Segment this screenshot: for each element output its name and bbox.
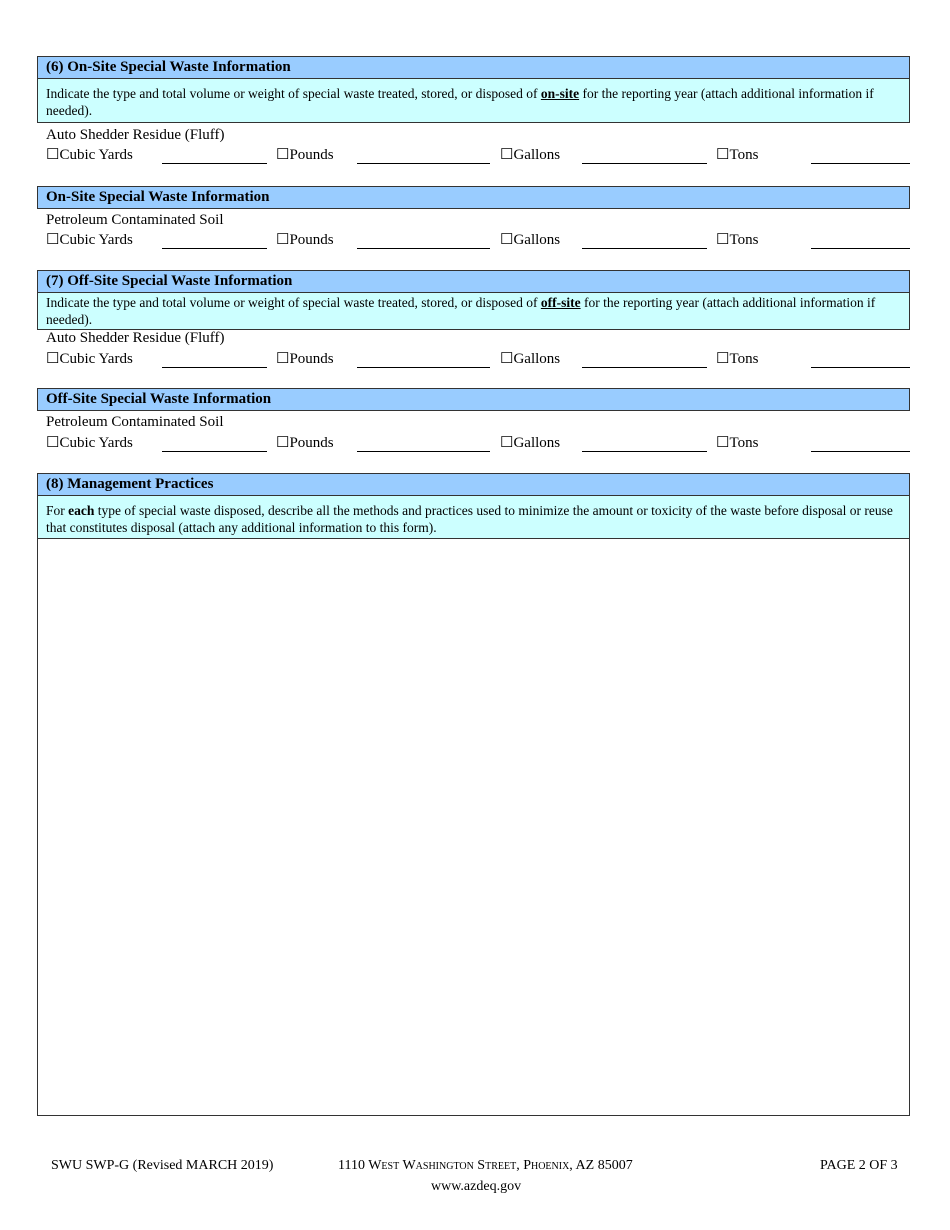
footer-website: www.azdeq.gov [431,1179,522,1194]
gallons-field[interactable] [582,367,707,368]
section-7-units-row [46,349,910,371]
section-6b-units-row [46,230,910,252]
section-7b-box [37,388,910,411]
form-id: SWU SWP-G (Revised MARCH 2019) [51,1158,274,1173]
tons-checkbox[interactable]: ☐Tons [716,147,759,163]
section-7-description: Indicate the type and total volume or weight of special waste treated, stored, or disposed of off-site for the reporting year (attach additional information if needed). [38,292,909,329]
tons-field[interactable] [811,367,910,368]
pounds-field[interactable] [357,248,490,249]
cubic-yards-checkbox[interactable]: ☐Cubic Yards [46,147,133,163]
cubic-yards-field[interactable] [162,163,267,164]
section-6b-item-label: Petroleum Contaminated Soil [46,212,224,228]
section-7-title: (7) Off-Site Special Waste Information [38,271,909,292]
gallons-checkbox[interactable]: ☐Gallons [500,147,561,163]
cubic-yards-checkbox[interactable]: ☐Cubic Yards [46,351,133,367]
section-8-box [37,473,910,539]
cubic-yards-field[interactable] [162,248,267,249]
gallons-field[interactable] [582,163,707,164]
each-emphasis: each [68,503,95,518]
tons-field[interactable] [811,163,910,164]
pounds-field[interactable] [357,367,490,368]
tons-field[interactable] [811,451,910,452]
pounds-checkbox[interactable]: ☐Pounds [276,147,334,163]
section-7b-units-row [46,433,910,455]
section-7b-title: Off-Site Special Waste Information [38,389,909,410]
section-6-box [37,56,910,123]
gallons-checkbox[interactable]: ☐Gallons [500,232,561,248]
gallons-field[interactable] [582,248,707,249]
section-7-box [37,270,910,330]
section-6-units-row [46,145,910,167]
pounds-checkbox[interactable]: ☐Pounds [276,232,334,248]
cubic-yards-checkbox[interactable]: ☐Cubic Yards [46,232,133,248]
tons-field[interactable] [811,248,910,249]
management-practices-textarea[interactable] [37,537,910,1116]
section-7b-item-label: Petroleum Contaminated Soil [46,414,224,430]
cubic-yards-checkbox[interactable]: ☐Cubic Yards [46,435,133,451]
pounds-checkbox[interactable]: ☐Pounds [276,351,334,367]
section-8-title: (8) Management Practices [38,474,909,495]
cubic-yards-field[interactable] [162,367,267,368]
section-6-item-label: Auto Shedder Residue (Fluff) [46,127,225,143]
pounds-checkbox[interactable]: ☐Pounds [276,435,334,451]
tons-checkbox[interactable]: ☐Tons [716,232,759,248]
cubic-yards-field[interactable] [162,451,267,452]
off-site-emphasis: off-site [540,295,581,310]
page-number: PAGE 2 OF 3 [820,1158,898,1173]
section-6b-title: On-Site Special Waste Information [38,187,909,208]
gallons-checkbox[interactable]: ☐Gallons [500,435,561,451]
section-6-description: Indicate the type and total volume or weight of special waste treated, stored, or disposed of on-site for the reporting year (attach additional information if needed). [38,78,909,122]
section-8-description: For each type of special waste disposed, describe all the methods and practices used to minimize the amount or toxicity of the waste before disposal or reuse that constitutes disposal (attach any additional information to this form). [38,495,909,538]
tons-checkbox[interactable]: ☐Tons [716,435,759,451]
gallons-checkbox[interactable]: ☐Gallons [500,351,561,367]
section-6b-box [37,186,910,209]
section-7-item-label: Auto Shedder Residue (Fluff) [46,330,225,346]
tons-checkbox[interactable]: ☐Tons [716,351,759,367]
on-site-emphasis: on-site [540,86,580,101]
footer-address: 1110 West Washington Street, Phoenix, AZ 85007 [338,1158,633,1173]
pounds-field[interactable] [357,451,490,452]
gallons-field[interactable] [582,451,707,452]
section-6-title: (6) On-Site Special Waste Information [38,57,909,78]
pounds-field[interactable] [357,163,490,164]
